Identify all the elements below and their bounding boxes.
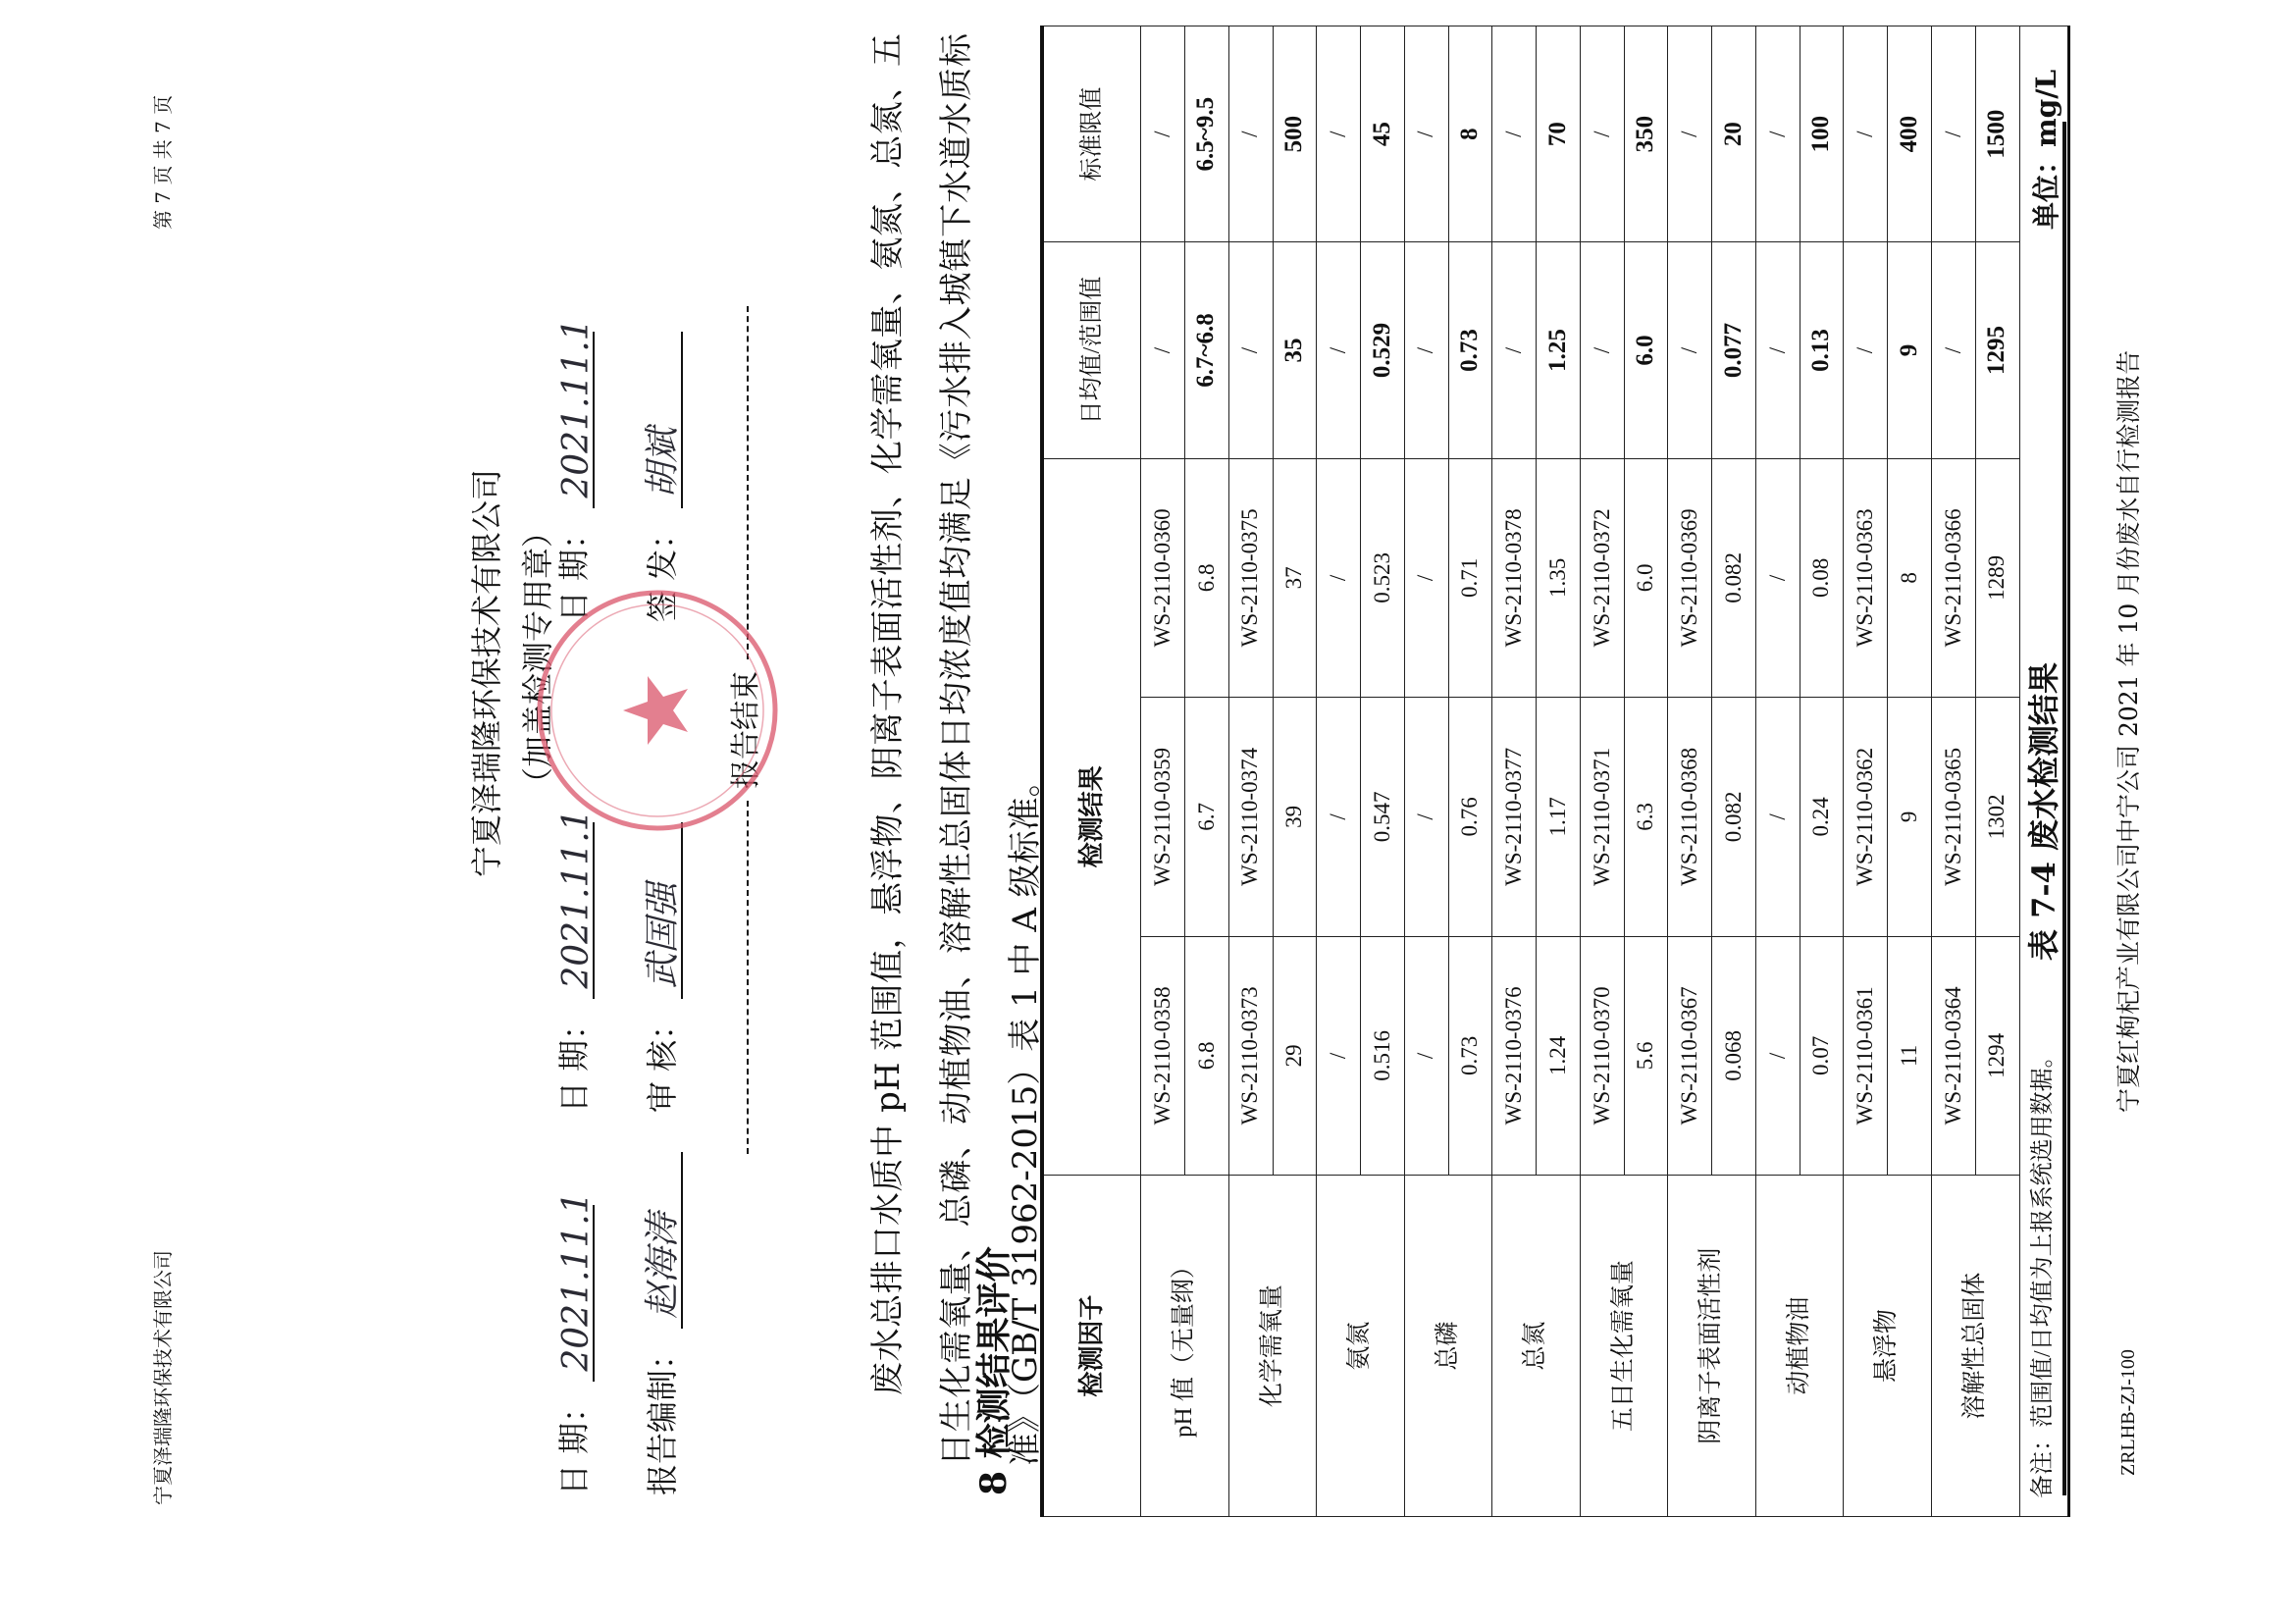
sample-id-cell: / xyxy=(1404,698,1448,937)
header-limit: 标准限值 xyxy=(1042,26,1141,242)
value-cell: 29 xyxy=(1273,936,1317,1176)
compile-sign-line xyxy=(640,1152,683,1329)
value-cell: 1289 xyxy=(1975,458,2019,698)
limit-placeholder-cell: / xyxy=(1317,26,1361,242)
sample-id-cell: WS-2110-0369 xyxy=(1668,458,1712,698)
sample-id-cell: WS-2110-0360 xyxy=(1141,458,1185,698)
value-cell: 1.24 xyxy=(1537,936,1581,1176)
issue-label: 签 发： xyxy=(644,517,681,622)
value-cell: 0.068 xyxy=(1712,936,1756,1176)
review-date: 2021.11.1 xyxy=(556,809,597,989)
value-cell: 6.8 xyxy=(1184,936,1228,1176)
sample-id-cell: / xyxy=(1755,458,1800,698)
footer-company: 宁夏泽瑞隆环保技术有限公司 xyxy=(151,1250,175,1505)
limit-placeholder-cell: / xyxy=(1492,26,1537,242)
sample-id-cell: WS-2110-0363 xyxy=(1844,458,1888,698)
sample-id-cell: WS-2110-0375 xyxy=(1228,458,1273,698)
value-cell: 6.3 xyxy=(1624,698,1668,937)
factor-cell: 悬浮物 xyxy=(1844,1176,1932,1517)
value-cell: 0.516 xyxy=(1361,936,1405,1176)
official-seal xyxy=(530,583,785,838)
table-row xyxy=(1317,26,1361,1517)
compile-date-row xyxy=(549,1191,597,1495)
value-cell: 0.07 xyxy=(1800,936,1844,1176)
table-row xyxy=(1228,26,1273,1517)
limit-placeholder-cell: / xyxy=(1755,26,1800,242)
average-cell: 0.73 xyxy=(1448,242,1492,458)
limit-cell: 20 xyxy=(1712,26,1756,242)
average-cell: 35 xyxy=(1273,242,1317,458)
limit-placeholder-cell: / xyxy=(1668,26,1712,242)
factor-cell: pH 值（无量纲） xyxy=(1141,1176,1229,1517)
limit-cell: 100 xyxy=(1800,26,1844,242)
limit-placeholder-cell: / xyxy=(1228,26,1273,242)
issue-date: 2021.11.1 xyxy=(556,318,597,498)
table-row xyxy=(1141,26,1185,1517)
header-result: 检测结果 xyxy=(1042,458,1141,1176)
table-row xyxy=(1668,26,1712,1517)
issue-row xyxy=(638,332,683,622)
limit-placeholder-cell: / xyxy=(1844,26,1888,242)
sample-id-cell: WS-2110-0376 xyxy=(1492,936,1537,1176)
stamp-note: （加盖检测专用章） xyxy=(519,515,556,799)
value-cell: 6.8 xyxy=(1184,458,1228,698)
average-cell: 0.077 xyxy=(1712,242,1756,458)
limit-cell: 400 xyxy=(1888,26,1932,242)
value-cell: 6.0 xyxy=(1624,458,1668,698)
average-placeholder-cell: / xyxy=(1492,242,1537,458)
factor-cell: 氨氮 xyxy=(1317,1176,1405,1517)
limit-cell: 45 xyxy=(1361,26,1405,242)
footer-page: 第 7 页 共 7 页 xyxy=(151,94,175,230)
value-cell: 0.547 xyxy=(1361,698,1405,937)
factor-cell: 总氮 xyxy=(1492,1176,1581,1517)
sample-id-cell: WS-2110-0367 xyxy=(1668,936,1712,1176)
value-cell: 9 xyxy=(1888,698,1932,937)
value-cell: 0.71 xyxy=(1448,458,1492,698)
table-unit: 单位：mg/L xyxy=(2030,69,2062,230)
review-date-label: 日 期： xyxy=(555,1008,593,1113)
table-row xyxy=(1932,26,1976,1517)
table-note: 备注：范围值/日均值为上报系统选用数据。 xyxy=(2019,26,2068,1517)
sample-id-cell: WS-2110-0364 xyxy=(1932,936,1976,1176)
compile-label: 报告编制： xyxy=(644,1337,681,1495)
results-table xyxy=(1040,26,2070,1517)
note-row xyxy=(2019,26,2068,1517)
average-cell: 6.7~6.8 xyxy=(1184,242,1228,458)
average-placeholder-cell: / xyxy=(1755,242,1800,458)
value-cell: 5.6 xyxy=(1624,936,1668,1176)
header-average: 日均值/范围值 xyxy=(1042,242,1141,458)
table-row xyxy=(1844,26,1888,1517)
issue-sign-line xyxy=(640,332,683,508)
header-factor: 检测因子 xyxy=(1042,1176,1141,1517)
factor-cell: 五日生化需氧量 xyxy=(1580,1176,1668,1517)
factor-cell: 动植物油 xyxy=(1755,1176,1844,1517)
value-cell: 0.76 xyxy=(1448,698,1492,937)
average-placeholder-cell: / xyxy=(1228,242,1273,458)
sample-id-cell: WS-2110-0371 xyxy=(1580,698,1624,937)
sample-id-cell: WS-2110-0366 xyxy=(1932,458,1976,698)
sample-id-cell: WS-2110-0370 xyxy=(1580,936,1624,1176)
average-cell: 6.0 xyxy=(1624,242,1668,458)
sample-id-cell: / xyxy=(1317,936,1361,1176)
issue-date-label: 日 期： xyxy=(555,517,593,622)
limit-placeholder-cell: / xyxy=(1580,26,1624,242)
value-cell: 0.523 xyxy=(1361,458,1405,698)
limit-cell: 6.5~9.5 xyxy=(1184,26,1228,242)
average-placeholder-cell: / xyxy=(1668,242,1712,458)
factor-cell: 阴离子表面活性剂 xyxy=(1668,1176,1756,1517)
average-placeholder-cell: / xyxy=(1580,242,1624,458)
average-cell: 0.529 xyxy=(1361,242,1405,458)
average-cell: 1295 xyxy=(1975,242,2019,458)
table-row xyxy=(1492,26,1537,1517)
factor-cell: 溶解性总固体 xyxy=(1932,1176,2020,1517)
section-title: 8 检测结果评价 xyxy=(973,1246,1015,1495)
compile-date-label: 日 期： xyxy=(555,1390,593,1495)
sample-id-cell: WS-2110-0372 xyxy=(1580,458,1624,698)
report-header-title: 宁夏红枸杞产业有限公司中宁公司 2021 年 10 月份废水自行检测报告 xyxy=(2114,349,2143,1113)
report-end-text: 报告结束 xyxy=(729,671,763,789)
average-placeholder-cell: / xyxy=(1932,242,1976,458)
average-cell: 1.25 xyxy=(1537,242,1581,458)
limit-placeholder-cell: / xyxy=(1404,26,1448,242)
sample-id-cell: / xyxy=(1755,698,1800,937)
review-sign-line xyxy=(640,822,683,999)
average-placeholder-cell: / xyxy=(1141,242,1185,458)
average-cell: 0.13 xyxy=(1800,242,1844,458)
value-cell: 0.082 xyxy=(1712,698,1756,937)
value-cell: 8 xyxy=(1888,458,1932,698)
compile-row xyxy=(638,1152,683,1495)
table-row xyxy=(1404,26,1448,1517)
sample-id-cell: WS-2110-0377 xyxy=(1492,698,1537,937)
sample-id-cell: / xyxy=(1755,936,1800,1176)
average-placeholder-cell: / xyxy=(1404,242,1448,458)
evaluation-paragraph: 废水总排口水质中 pH 范围值，悬浮物、阴离子表面活性剂、化学需氧量、氨氮、总氮、五日生化需氧量、总磷、动植物油、溶解性总固体日均浓度值均满足《污水排入城镇下水道水质标准》（GB/T 31962-2015）表 1 中 A 级标准。 xyxy=(868,33,1045,1466)
value-cell: 1302 xyxy=(1975,698,2019,937)
company-name: 宁夏泽瑞隆环保技术有限公司 xyxy=(468,468,505,877)
sample-id-cell: WS-2110-0361 xyxy=(1844,936,1888,1176)
table-row xyxy=(1580,26,1624,1517)
value-cell: 0.08 xyxy=(1800,458,1844,698)
value-cell: 1.35 xyxy=(1537,458,1581,698)
sample-id-cell: / xyxy=(1317,458,1361,698)
sample-id-cell: WS-2110-0378 xyxy=(1492,458,1537,698)
factor-cell: 化学需氧量 xyxy=(1228,1176,1317,1517)
review-row xyxy=(638,822,683,1113)
sample-id-cell: / xyxy=(1317,698,1361,937)
limit-cell: 1500 xyxy=(1975,26,2019,242)
review-label: 审 核： xyxy=(644,1008,681,1113)
value-cell: 0.24 xyxy=(1800,698,1844,937)
value-cell: 1294 xyxy=(1975,936,2019,1176)
sample-id-cell: WS-2110-0374 xyxy=(1228,698,1273,937)
compile-signature: 赵海涛 xyxy=(643,1212,683,1319)
value-cell: 0.73 xyxy=(1448,936,1492,1176)
report-code: ZRLHB-ZJ-100 xyxy=(2117,1349,2139,1476)
sample-id-cell: WS-2110-0368 xyxy=(1668,698,1712,937)
issue-signature: 胡斌 xyxy=(643,427,683,498)
limit-cell: 500 xyxy=(1273,26,1317,242)
value-cell: 0.082 xyxy=(1712,458,1756,698)
limit-cell: 350 xyxy=(1624,26,1668,242)
value-cell: 1.17 xyxy=(1537,698,1581,937)
limit-cell: 70 xyxy=(1537,26,1581,242)
compile-date-line xyxy=(551,1191,597,1382)
compile-date: 2021.11.1 xyxy=(556,1191,597,1372)
table-row xyxy=(1755,26,1800,1517)
average-placeholder-cell: / xyxy=(1844,242,1888,458)
value-cell: 37 xyxy=(1273,458,1317,698)
limit-placeholder-cell: / xyxy=(1932,26,1976,242)
sample-id-cell: WS-2110-0358 xyxy=(1141,936,1185,1176)
value-cell: 6.7 xyxy=(1184,698,1228,937)
limit-placeholder-cell: / xyxy=(1141,26,1185,242)
sample-id-cell: WS-2110-0362 xyxy=(1844,698,1888,937)
average-cell: 9 xyxy=(1888,242,1932,458)
value-cell: 39 xyxy=(1273,698,1317,937)
sample-id-cell: WS-2110-0359 xyxy=(1141,698,1185,937)
average-placeholder-cell: / xyxy=(1317,242,1361,458)
limit-cell: 8 xyxy=(1448,26,1492,242)
value-cell: 11 xyxy=(1888,936,1932,1176)
review-signature: 武国强 xyxy=(643,882,683,989)
sample-id-cell: WS-2110-0365 xyxy=(1932,698,1976,937)
table-title: 表 7-4 废水检测结果 xyxy=(2025,661,2062,962)
sample-id-cell: / xyxy=(1404,936,1448,1176)
factor-cell: 总磷 xyxy=(1404,1176,1492,1517)
sample-id-cell: / xyxy=(1404,458,1448,698)
sample-id-cell: WS-2110-0373 xyxy=(1228,936,1273,1176)
